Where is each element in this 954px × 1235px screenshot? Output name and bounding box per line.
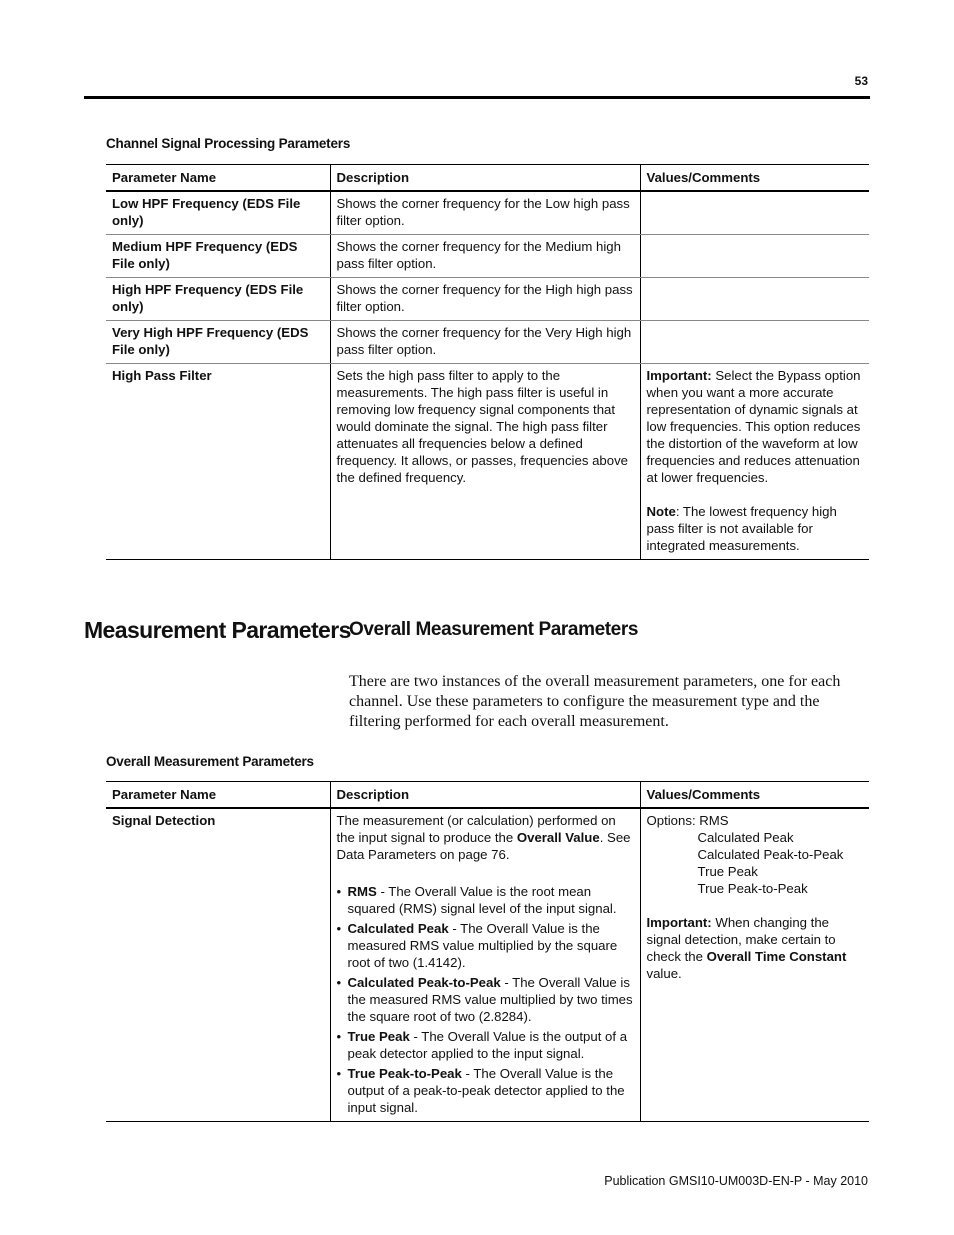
bullet-text: - The Overall Value is the measured RMS value multiplied by the square root of two (1.4142). [347, 921, 618, 970]
important-bold: Overall Time Constant [706, 949, 847, 964]
bullet-term: True Peak-to-Peak [347, 1066, 462, 1081]
parameter-name: Medium HPF Frequency (EDS File only) [106, 235, 330, 278]
option-item: True Peak [697, 864, 758, 879]
column-header: Parameter Name [106, 165, 330, 192]
column-header: Description [330, 165, 640, 192]
bullet-text: - The Overall Value is the measured RMS value multiplied by two times the square root of two (2.8284). [347, 975, 633, 1024]
table-row [106, 808, 869, 1122]
bullet-term: True Peak [347, 1029, 410, 1044]
important-text: When changing the signal detection, make certain to check the [646, 915, 836, 964]
note-label: Note [646, 504, 676, 519]
column-header: Values/Comments [640, 782, 869, 809]
spacer [647, 486, 864, 503]
note [647, 503, 864, 554]
parameter-name: High Pass Filter [106, 364, 330, 560]
table-caption-overall-measurement: Overall Measurement Parameters [106, 754, 314, 769]
description-text: . See Data Parameters on page 76. [336, 830, 631, 862]
parameter-values [640, 235, 869, 278]
table-row [106, 278, 869, 321]
list-item [337, 974, 634, 1025]
note-text: : The lowest frequency high pass filter is not available for integrated measurements. [646, 504, 837, 553]
parameter-values [640, 278, 869, 321]
bullet-text: - The Overall Value is the output of a peak-to-peak detector applied to the input signal. [347, 1066, 625, 1115]
subsection-title: Overall Measurement Parameters [349, 619, 638, 640]
publication-footer: Publication GMSI10-UM003D-EN-P - May 2010 [604, 1174, 868, 1188]
description-text: The measurement (or calculation) performed on the input signal to produce the [336, 813, 616, 845]
option-item: True Peak-to-Peak [697, 881, 808, 896]
detection-options-list [337, 883, 634, 1116]
parameter-values [640, 191, 869, 235]
parameter-description: Shows the corner frequency for the Low high pass filter option. [330, 191, 640, 235]
bullet-term: RMS [347, 884, 377, 899]
table-header-row [106, 782, 869, 809]
list-item [337, 920, 634, 971]
parameter-name: Very High HPF Frequency (EDS File only) [106, 321, 330, 364]
important-text: Select the Bypass option when you want a more accurate representation of dynamic signals at low frequencies. This option reduces the distortion of the waveform at low frequencies and reduces attenuation at lower frequencies. [646, 368, 861, 485]
table-header-row [106, 165, 869, 192]
list-item [337, 883, 634, 917]
parameter-values [640, 321, 869, 364]
description-bold: Overall Value [516, 830, 600, 845]
column-header: Description [330, 782, 640, 809]
table-row [106, 235, 869, 278]
description-intro [337, 812, 634, 863]
parameter-description: Shows the corner frequency for the Very High high pass filter option. [330, 321, 640, 364]
parameter-values [640, 364, 869, 560]
parameter-name: Signal Detection [106, 808, 330, 1122]
important-note [647, 367, 864, 486]
option-item: Calculated Peak [697, 830, 794, 845]
parameter-name: Low HPF Frequency (EDS File only) [106, 191, 330, 235]
spacer [647, 897, 864, 914]
parameter-description: Shows the corner frequency for the Medium high pass filter option. [330, 235, 640, 278]
spacer [337, 863, 634, 880]
channel-signal-processing-table [106, 164, 869, 560]
parameter-name: High HPF Frequency (EDS File only) [106, 278, 330, 321]
column-header: Values/Comments [640, 165, 869, 192]
options-label: Options: RMS [646, 813, 729, 828]
section-title: Measurement Parameters [84, 617, 351, 643]
parameter-description: Shows the corner frequency for the High high pass filter option. [330, 278, 640, 321]
table-row [106, 364, 869, 560]
parameter-values [640, 808, 869, 1122]
bullet-term: Calculated Peak [347, 921, 449, 936]
important-note [647, 914, 864, 982]
list-item [337, 1065, 634, 1116]
parameter-description [330, 808, 640, 1122]
list-item [337, 1028, 634, 1062]
important-label: Important: [646, 915, 712, 930]
option-item: Calculated Peak-to-Peak [697, 847, 844, 862]
table-row [106, 321, 869, 364]
bullet-term: Calculated Peak-to-Peak [347, 975, 501, 990]
table-row [106, 191, 869, 235]
important-tail: value. [646, 966, 682, 981]
page-number: 53 [854, 74, 868, 88]
bullet-text: - The Overall Value is the output of a peak detector applied to the input signal. [347, 1029, 628, 1061]
bullet-text: - The Overall Value is the root mean squared (RMS) signal level of the input signal. [347, 884, 617, 916]
overall-measurement-table [106, 781, 869, 1122]
table-caption-channel-signal-processing: Channel Signal Processing Parameters [106, 136, 351, 151]
parameter-description: Sets the high pass filter to apply to the measurements. The high pass filter is useful in removing low frequency signal components that would dominate the signal. The high pass filter attenuates all frequencies below a defined frequency. It allows, or passes, frequencies above the defined frequency. [330, 364, 640, 560]
intro-paragraph: There are two instances of the overall measurement parameters, one for each channel. Use these parameters to configure the measurement type and the filtering performed for each overall measurement. [349, 673, 841, 730]
important-label: Important: [646, 368, 712, 383]
column-header: Parameter Name [106, 782, 330, 809]
header-rule [84, 96, 870, 99]
